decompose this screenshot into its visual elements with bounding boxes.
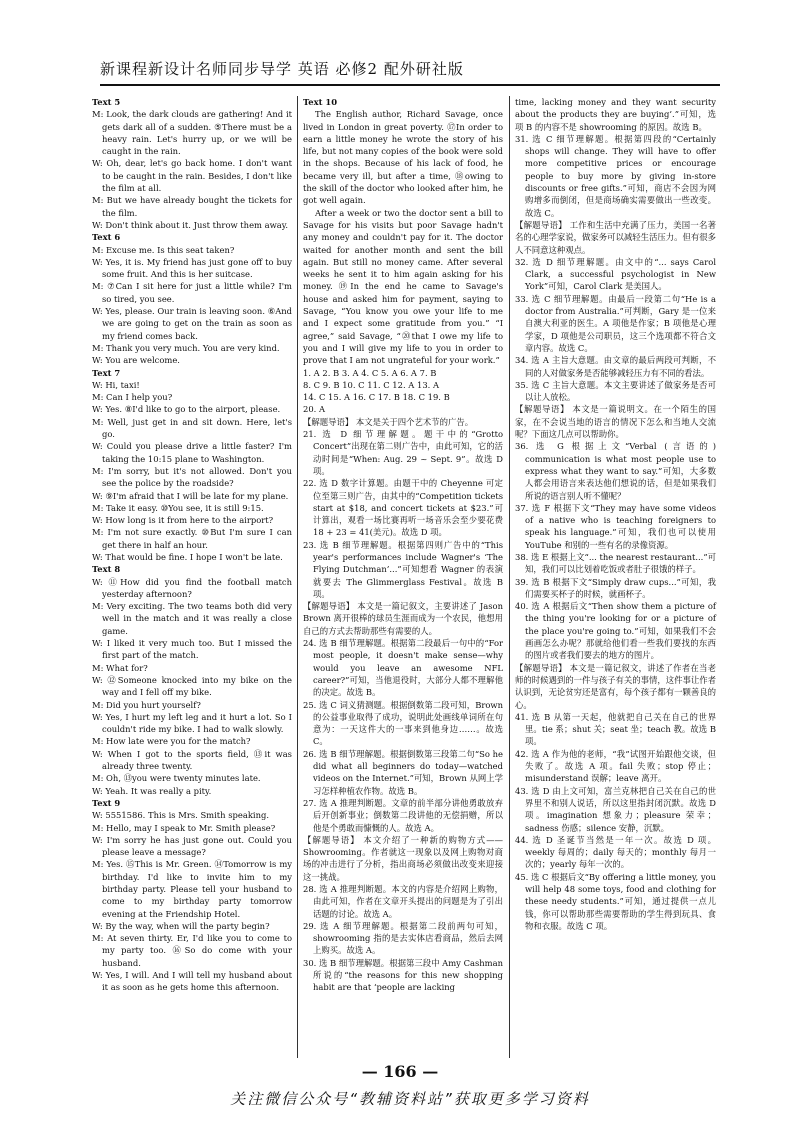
text-paragraph: 29. 选 A 细节理解题。根据第二段前两句可知，showrooming 指的是去实体店看商品，然后去网上购买。故选 A。 (303, 920, 503, 956)
text-paragraph: 31. 选 C 细节理解题。根据第四段的“Certainly shops will change. They will have to offer more competitive prices or encourage people to buy more by giving in-store discounts or free gifts.”可知，商店不会因为网购增多而倒闭，但是商场确实需要做出一些改变。故选 C。 (515, 133, 716, 218)
header-title: 新课程新设计名师同步导学 英语 必修2 配外研社版 (100, 60, 464, 78)
text-paragraph: W: You are welcome. (92, 355, 180, 366)
text-paragraph: 1. A 2. B 3. A 4. C 5. A 6. A 7. B (303, 367, 437, 378)
text-paragraph: 44. 选 D 圣诞节当然是一年一次。故选 D 项。weekly 每周的；daily 每天的；monthly 每月一次的；yearly 每年一次的。 (515, 834, 716, 870)
text-paragraph: M: Oh, ⑬you were twenty minutes late. (92, 773, 261, 784)
text-paragraph: W: That would be fine. I hope I won't be late. (92, 551, 283, 562)
text-paragraph: W: How long is it from here to the airport? (92, 515, 274, 526)
text-paragraph: 27. 选 A 推理判断题。文章的前半部分讲他勇敢放弃后开创新事业；倒数第二段讲他的无偿捐赠，所以他是个勇敢而慷慨的人。故选 A。 (303, 797, 503, 833)
text-paragraph: W: When I got to the sports field, ⑬it was already three twenty. (92, 748, 292, 772)
section-heading: Text 9 (92, 797, 121, 808)
footer-note: 关注微信公众号“教辅资料站”获取更多学习资料 (230, 1090, 590, 1108)
text-paragraph: 21. 选 D 细节理解题。题干中的“Grotto Concert”出现在第二则广告中，由此可知，它的活动时间是“When: Aug. 29 ~ Sept. 9”。故选 D 项。 (303, 429, 503, 476)
text-paragraph: M: Yes. ⑮This is Mr. Green. ⑭Tomorrow is my birthday. I'd like to invite him to my birthday party. Please tell your husband to come to my birthday party tomorrow evening at the Friendship Hotel. (92, 859, 292, 919)
text-paragraph: W: Yes, it is. My friend has just gone off to buy some fruit. And this is her suitcase. (92, 256, 292, 280)
text-paragraph: 36. 选 G 根据上文“Verbal (言语的) communication is what most people use to express what they want to say.”可知，大多数人都会用语言来表达他们想说的话，但是如果我们所说的语言别人听不懂呢？ (515, 441, 716, 501)
middle-column (303, 96, 503, 994)
right-column (515, 96, 716, 932)
text-paragraph: W: Could you please drive a little faster? I'm taking the 10:15 plane to Washington. (92, 441, 292, 464)
text-paragraph: M: I'm sorry, but it's not allowed. Don't you see the police by the roadside? (92, 465, 292, 489)
text-paragraph: M: Thank you very much. You are very kind. (92, 342, 280, 353)
text-paragraph: W: Hi, taxi! (92, 379, 140, 390)
text-paragraph: 26. 选 B 细节理解题。根据倒数第三段第二句“So he did what all beginners do today—watched videos on the Internet.”可知，Brown 从网上学习怎样种植农作物。故选 B。 (303, 748, 503, 796)
left-column (92, 96, 292, 994)
text-paragraph: M: Did you hurt yourself? (92, 699, 201, 710)
text-paragraph: M: I'm not sure exactly. ⑩But I'm sure I can get there in half an hour. (92, 527, 292, 550)
text-paragraph: W: Yeah. It was really a pity. (92, 785, 212, 796)
text-paragraph: 【解题导语】 本文是一篇说明文。在一个陌生的国家，在不会说当地的语言的情况下怎么和当地人交流呢？下面这几点可以帮助你。 (515, 404, 716, 440)
text-paragraph: M: Excuse me. Is this seat taken? (92, 244, 235, 255)
text-paragraph: M: Very exciting. The two teams both did very well in the match and it was really a close game. (92, 601, 292, 636)
text-paragraph: M: Look, the dark clouds are gathering! And it gets dark all of a sudden. ⑤There must be a heavy rain. Let's hurry up, or we will be caught in the rain. (92, 109, 292, 157)
text-paragraph: W: Don't think about it. Just throw them away. (92, 219, 289, 230)
text-paragraph: M: Hello, may I speak to Mr. Smith please? (92, 822, 276, 833)
section-heading: Text 5 (92, 97, 121, 107)
text-paragraph: 【解题导语】 工作和生活中充满了压力，美国一名著名的心理学家说，做家务可以减轻生活压力。但有很多人不同意这种观点。 (515, 219, 716, 255)
column-divider (297, 96, 298, 1058)
section-heading: Text 6 (92, 232, 121, 243)
section-heading: Text 7 (92, 367, 121, 378)
text-paragraph: 38. 选 E 根据上文“... the nearest restaurant...”可知，我们可以比划着吃饭或者肚子很饿的样子。 (515, 551, 716, 575)
text-paragraph: W: I liked it very much too. But I missed the first part of the match. (92, 638, 292, 661)
text-paragraph: 【解题导语】 本文是一篇记叙文，主要讲述了 Jason Brown 离开很棒的球员生涯而成为一个农民，他想用自己的方式去帮助那些有需要的人。 (303, 601, 503, 636)
text-paragraph: M: But we have already bought the tickets for the film. (92, 195, 292, 218)
text-paragraph: W: ⑫Someone knocked into my bike on the way and I fell off my bike. (92, 674, 292, 698)
text-paragraph: M: At seven thirty. Er, I'd like you to come to my party too. ⑯So do come with your husband. (92, 933, 292, 968)
text-paragraph: 33. 选 C 细节理解题。由最后一段第二句“He is a doctor from Australia.”可判断，Gary 是一位来自澳大利亚的医生。A 项他是作家；B 项他是心理学家，D 项他是公司职员，这三个选项都不符合文章内容。故选 C。 (515, 293, 716, 353)
text-paragraph: M: What for? (92, 662, 148, 673)
text-paragraph: 22. 选 D 数字计算题。由题干中的 Cheyenne 可定位至第三则广告，由其中的“Competition tickets start at $18, and concert tickets at $23.”可计算出，观看一场比赛再听一场音乐会至少要花费 18 + 23 = 41(美元)。故选 D 项。 (303, 478, 503, 538)
text-paragraph: 24. 选 B 细节理解题。根据第二段最后一句中的“For most people, it doesn't make sense—why would you leave an awesome NFL career?”可知，当他退役时，大部分人都不理解他的决定。故选 B。 (303, 638, 503, 698)
text-paragraph: 30. 选 B 细节理解题。根据第三段中 Amy Cashman 所说的“the reasons for this new shopping habit are that ‘people are lacking (303, 957, 503, 993)
text-paragraph: 45. 选 C 根据后文“By offering a little money, you will help 48 some toys, food and clothing for these needy students.”可知，通过提供一点儿钱，你可以帮助那些需要帮助的学生得到玩具、食物和衣服。故选 C 项。 (515, 871, 716, 931)
text-paragraph: W: ⑪How did you find the football match yesterday afternoon? (92, 576, 292, 599)
text-paragraph: W: Yes. ⑧I'd like to go to the airport, please. (92, 404, 281, 415)
text-paragraph: M: How late were you for the match? (92, 736, 251, 747)
text-paragraph: The English author, Richard Savage, once lived in London in great poverty. ⑰In order to earn a little money he wrote the story of his life, but not many copies of the book were sold in the shops. Because of his lack of food, he became very ill, but after a time, ⑱owing to the skill of the doctor who looked after him, he got well again. (303, 109, 503, 206)
column-divider (509, 96, 510, 1058)
text-paragraph: 43. 选 D 由上文可知，富兰克林把自己关在自己的世界里不和别人说话，所以这里指封闭沉默。故选 D 项。imagination 想象力；pleasure 荣幸；sadness 伤感；silence 安静，沉默。 (515, 785, 716, 833)
text-paragraph: 40. 选 A 根据后文“Then show them a picture of the thing you're looking for or a picture of the place you're going to.”可知，如果我们不会画画怎么办呢？那就给他们看一些我们要找的东西的图片或者我们要去的地方的图片。 (515, 601, 716, 661)
page-header (100, 58, 720, 86)
text-paragraph: 35. 选 C 主旨大意题。本文主要讲述了做家务是否可以让人放松。 (515, 379, 716, 403)
text-paragraph: 【解题导语】 本文是关于四个艺术节的广告。 (303, 416, 474, 427)
text-paragraph: 8. C 9. B 10. C 11. C 12. A 13. A (303, 379, 440, 390)
text-paragraph: W: ⑨I'm afraid that I will be late for my plane. (92, 490, 289, 501)
text-paragraph: W: Yes, please. Our train is leaving soon. ⑥And we are going to get on the train as soon as my friend comes back. (92, 306, 292, 341)
text-paragraph: 【解题导语】 本文是一篇记叙文，讲述了作者在当老师的时候遇到的一件与孩子有关的事情，这件事让作者认识到，无论贫穷还是富有，每个孩子都有一颗善良的心。 (515, 662, 716, 710)
section-heading: Text 8 (92, 564, 121, 575)
text-paragraph: 41. 选 B 从第一天起，他就把自己关在自己的世界里。tie 系；shut 关；seat 坐；teach 教。故选 B 项。 (515, 711, 716, 747)
text-paragraph: W: 5551586. This is Mrs. Smith speaking. (92, 810, 270, 821)
text-paragraph: 37. 选 F 根据下文“They may have some videos of a native who is teaching foreigners to speak his language.”可知，我们也可以使用 YouTube 和别的一些有名的录像资源。 (515, 502, 716, 550)
text-paragraph: 32. 选 D 细节理解题。由文中的“... says Carol Clark, a successful psychologist in New York”可知，Carol Clark 是美国人。 (515, 256, 716, 292)
text-paragraph: 20. A (303, 404, 326, 415)
text-paragraph: 14. C 15. A 16. C 17. B 18. C 19. B (303, 392, 450, 403)
section-heading: Text 10 (303, 97, 338, 107)
text-paragraph: 39. 选 B 根据下文“Simply draw cups...”可知，我们需要买杯子的时候，就画杯子。 (515, 576, 716, 599)
text-paragraph: M: ⑦Can I sit here for just a little while? I'm so tired, you see. (92, 281, 292, 304)
text-paragraph: 【解题导语】 本文介绍了一种新的购物方式——Showrooming。作者就这一现象以及网上购物对商场的冲击进行了分析，指出商场必须做出改变来迎接这一挑战。 (303, 834, 503, 882)
text-paragraph: W: I'm sorry he has just gone out. Could you please leave a message? (92, 834, 292, 858)
page-number: — 166 — (361, 1062, 439, 1081)
text-paragraph: 25. 选 C 词义猜测题。根据倒数第二段可知，Brown 的公益事业取得了成功，说明此处画线单词所在句意为：一天这件大的一事来到他身边……。故选 C。 (303, 699, 503, 747)
text-paragraph: M: Take it easy. ⑩You see, it is still 9:15. (92, 502, 264, 513)
text-paragraph: 28. 选 A 推理判断题。本文的内容是介绍网上购物，由此可知，作者在文章开头提出的问题是为了引出话题的讨论。故选 A。 (303, 884, 503, 919)
text-paragraph: M: Well, just get in and sit down. Here, let's go. (92, 416, 292, 440)
text-paragraph: 23. 选 B 细节理解题。根据第四则广告中的“This year's performances include Wagner's ‘The Flying Dutchman’...”可知想看 Wagner 的表演就要去 The Glimmerglass Festival。故选 B 项。 (303, 539, 503, 599)
text-paragraph: 34. 选 A 主旨大意题。由文章的最后两段可判断，不同的人对做家务是否能够减轻压力有不同的看法。 (515, 355, 716, 378)
text-paragraph: time, lacking money and they want security about the products they are buying’.”可知，选项 B 的内容不是 showrooming 的原因。故选 B。 (515, 97, 716, 132)
text-paragraph: W: By the way, when will the party begin? (92, 920, 270, 931)
text-paragraph: M: Can I help you? (92, 392, 173, 403)
text-paragraph: After a week or two the doctor sent a bill to Savage for his visits but poor Savage hadn't any money and couldn't pay for it. The doctor waited for another month and sent the bill again. But still no money came. After several weeks he sent it to him again asking for his money. ⑲In the end he came to Savage's house and asked him for payment, saying to Savage, “You know you owe your life to me and I expect some gratitude from you.” “I agree,” said Savage, “⑳that I owe my life to you and I will give my life to you in order to prove that I am not ungrateful for your work.” (303, 207, 503, 366)
text-paragraph: 42. 选 A 作为他的老师，“我”试图开始跟他交谈，但失败了。故选 A 项。fail 失败；stop 停止；misunderstand 误解；leave 离开。 (515, 748, 716, 784)
text-paragraph: W: Yes, I hurt my left leg and it hurt a lot. So I couldn't ride my bike. I had to walk slowly. (92, 711, 292, 735)
text-paragraph: W: Oh, dear, let's go back home. I don't want to be caught in the rain. Besides, I don't like the film at all. (92, 158, 292, 194)
text-paragraph: W: Yes, I will. And I will tell my husband about it as soon as he gets home this afternoon. (92, 970, 292, 993)
